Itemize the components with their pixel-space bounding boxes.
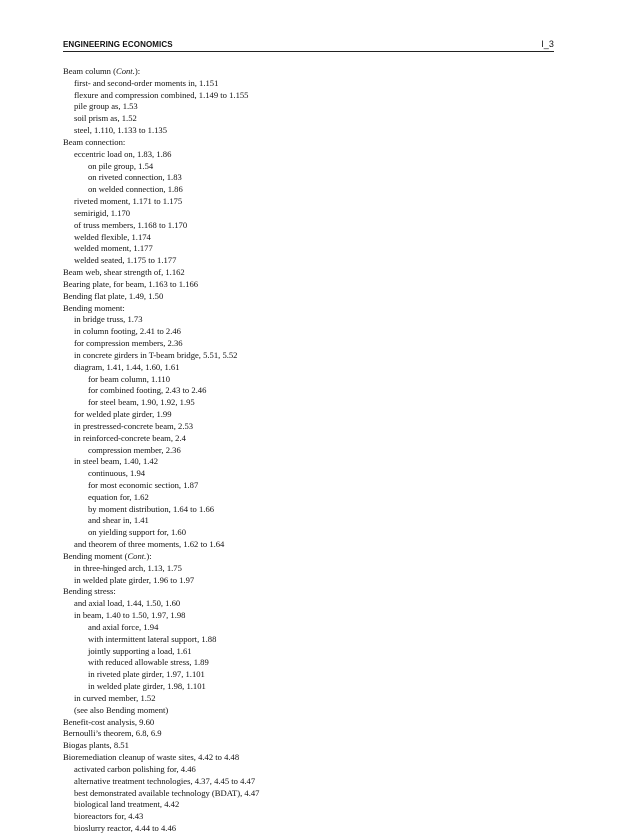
entry-text: Bernoulli’s theorem, 6.8, 6.9	[63, 728, 162, 739]
index-heading	[63, 66, 553, 78]
index-subentry	[63, 243, 553, 255]
index-subsubentry	[63, 657, 553, 669]
index-subsubentry	[63, 634, 553, 646]
entry-text: Biogas plants, 8.51	[63, 740, 129, 751]
index-subentry	[63, 563, 553, 575]
entry-text: in concrete girders in T-beam bridge, 5.51, 5.52	[74, 349, 238, 360]
entry-tail: ):	[134, 66, 141, 76]
entry-text: steel, 1.110, 1.133 to 1.135	[74, 125, 168, 136]
entry-text: in three-hinged arch, 1.13, 1.75	[74, 562, 182, 573]
entry-text: in prestressed-concrete beam, 2.53	[74, 420, 194, 431]
index-subsubentry	[63, 184, 553, 196]
entry-text: riveted moment, 1.171 to 1.175	[74, 196, 183, 207]
entry-text: Beam web, shear strength of, 1.162	[63, 267, 185, 278]
entry-text: biological land treatment, 4.42	[74, 799, 180, 810]
entry-continued: Cont.	[127, 550, 147, 561]
index-subentry	[63, 776, 553, 788]
index-subsubentry	[63, 468, 553, 480]
entry-text: on yielding support for, 1.60	[88, 527, 186, 538]
index-heading	[63, 291, 553, 303]
entry-text: first- and second-order moments in, 1.151	[74, 77, 219, 88]
index-subentry	[63, 125, 553, 137]
index-subentry	[63, 350, 553, 362]
entry-text: for compression members, 2.36	[74, 338, 183, 349]
index-heading	[63, 551, 553, 563]
index-subentry	[63, 575, 553, 587]
index-subentry	[63, 113, 553, 125]
index-heading	[63, 717, 553, 729]
entry-text: in reinforced-concrete beam, 2.4	[74, 432, 186, 443]
entry-text: pile group as, 1.53	[74, 101, 138, 112]
entry-text: Bending stress:	[63, 586, 116, 597]
entry-text: and shear in, 1.41	[88, 515, 149, 526]
index-subsubentry	[63, 385, 553, 397]
index-subentry	[63, 788, 553, 800]
index-subsubentry	[63, 492, 553, 504]
entry-text: of truss members, 1.168 to 1.170	[74, 219, 188, 230]
entry-text: eccentric load on, 1.83, 1.86	[74, 148, 172, 159]
entry-text: soil prism as, 1.52	[74, 113, 137, 124]
entry-text: welded moment, 1.177	[74, 243, 153, 254]
entry-text: and axial force, 1.94	[88, 621, 159, 632]
entry-text: for steel beam, 1.90, 1.92, 1.95	[88, 397, 195, 408]
entry-text: equation for, 1.62	[88, 491, 149, 502]
entry-text: welded flexible, 1.174	[74, 231, 151, 242]
entry-text: on welded connection, 1.86	[88, 184, 183, 195]
index-subentry	[63, 421, 553, 433]
index-subsubentry	[63, 374, 553, 386]
entry-text: for combined footing, 2.43 to 2.46	[88, 385, 207, 396]
index-subentry	[63, 705, 553, 717]
entry-text: bioreactors for, 4.43	[74, 811, 144, 822]
index-subentry	[63, 314, 553, 326]
running-header	[63, 38, 554, 52]
index-subentry	[63, 823, 553, 835]
entry-text: in welded plate girder, 1.98, 1.101	[88, 681, 206, 692]
index-subsubentry	[63, 646, 553, 658]
entry-text: best demonstrated available technology (BDAT), 4.47	[74, 787, 260, 798]
entry-text: for most economic section, 1.87	[88, 479, 199, 490]
entry-text: in welded plate girder, 1.96 to 1.97	[74, 574, 195, 585]
entry-text: in curved member, 1.52	[74, 692, 156, 703]
entry-text: alternative treatment technologies, 4.37, 4.45 to 4.47	[74, 775, 256, 786]
index-subsubentry	[63, 480, 553, 492]
index-heading	[63, 137, 553, 149]
index-subentry	[63, 196, 553, 208]
index-subentry	[63, 610, 553, 622]
index-subsubentry	[63, 161, 553, 173]
entry-text: activated carbon polishing for, 4.46	[74, 763, 196, 774]
index-subentry	[63, 101, 553, 113]
entry-text: semirigid, 1.170	[74, 207, 131, 218]
index-subsubentry	[63, 669, 553, 681]
entry-continued: Cont.	[115, 66, 135, 76]
index-heading	[63, 740, 553, 752]
index-subentry	[63, 232, 553, 244]
entry-text: continuous, 1.94	[88, 468, 146, 479]
index-subentry	[63, 78, 553, 90]
entry-text: compression member, 2.36	[88, 444, 181, 455]
entry-text: flexure and compression combined, 1.149 to 1.155	[74, 89, 249, 100]
index-heading	[63, 728, 553, 740]
entry-text: Bearing plate, for beam, 1.163 to 1.166	[63, 278, 199, 289]
entry-tail: ):	[146, 550, 152, 561]
index-subentry	[63, 326, 553, 338]
index-subentry	[63, 456, 553, 468]
index-subentry	[63, 255, 553, 267]
entry-text: on pile group, 1.54	[88, 160, 154, 171]
book-title: ENGINEERING ECONOMICS	[63, 40, 173, 49]
index-heading	[63, 303, 553, 315]
index-subentry	[63, 693, 553, 705]
index-subentry	[63, 409, 553, 421]
entry-text: with reduced allowable stress, 1.89	[88, 657, 209, 668]
entry-text: in bridge truss, 1.73	[74, 314, 143, 325]
index-heading	[63, 267, 553, 279]
index-subentry	[63, 598, 553, 610]
index-subentry	[63, 811, 553, 823]
index-subentry	[63, 539, 553, 551]
entry-text: in steel beam, 1.40, 1.42	[74, 456, 159, 467]
index-subentry	[63, 220, 553, 232]
index-subsubentry	[63, 397, 553, 409]
entry-text: in beam, 1.40 to 1.50, 1.97, 1.98	[74, 610, 186, 621]
index-subentry	[63, 90, 553, 102]
index-subentry	[63, 433, 553, 445]
header-rule	[63, 51, 554, 52]
entry-text: for beam column, 1.110	[88, 373, 171, 384]
index-heading	[63, 752, 553, 764]
entry-text: Bending moment (	[63, 550, 128, 561]
index-subsubentry	[63, 622, 553, 634]
entry-text: Beam connection:	[63, 136, 126, 147]
index-heading	[63, 279, 553, 291]
entry-text: by moment distribution, 1.64 to 1.66	[88, 503, 215, 514]
entry-text: Benefit-cost analysis, 9.60	[63, 716, 155, 727]
entry-text: in riveted plate girder, 1.97, 1.101	[88, 669, 205, 680]
entry-text: welded seated, 1.175 to 1.177	[74, 255, 177, 266]
entry-text: Beam column (	[63, 66, 116, 76]
index-heading	[63, 586, 553, 598]
entry-text: diagram, 1.41, 1.44, 1.60, 1.61	[74, 361, 180, 372]
entry-text: with intermittent lateral support, 1.88	[88, 633, 217, 644]
index-subsubentry	[63, 681, 553, 693]
index-subsubentry	[63, 445, 553, 457]
index-subentry	[63, 208, 553, 220]
index-subsubentry	[63, 527, 553, 539]
index-subentry	[63, 338, 553, 350]
entry-text: Bending flat plate, 1.49, 1.50	[63, 290, 164, 301]
index-subentry	[63, 799, 553, 811]
entry-text: and axial load, 1.44, 1.50, 1.60	[74, 598, 181, 609]
index-subentry	[63, 149, 553, 161]
page-folio: I_3	[541, 39, 554, 49]
entry-text: on riveted connection, 1.83	[88, 172, 182, 183]
index-subsubentry	[63, 504, 553, 516]
entry-text: for welded plate girder, 1.99	[74, 409, 172, 420]
entry-text: Bending moment:	[63, 302, 125, 313]
entry-text: bioslurry reactor, 4.44 to 4.46	[74, 823, 177, 833]
entry-text: and theorem of three moments, 1.62 to 1.64	[74, 539, 225, 550]
entry-text: in column footing, 2.41 to 2.46	[74, 326, 181, 337]
index-subentry	[63, 764, 553, 776]
index-subsubentry	[63, 172, 553, 184]
entry-text: Bioremediation cleanup of waste sites, 4.42 to 4.48	[63, 752, 240, 763]
index-subentry	[63, 362, 553, 374]
index-subsubentry	[63, 515, 553, 527]
index-list	[63, 66, 553, 835]
entry-text: (see also Bending moment)	[74, 704, 169, 715]
entry-text: jointly supporting a load, 1.61	[88, 645, 192, 656]
